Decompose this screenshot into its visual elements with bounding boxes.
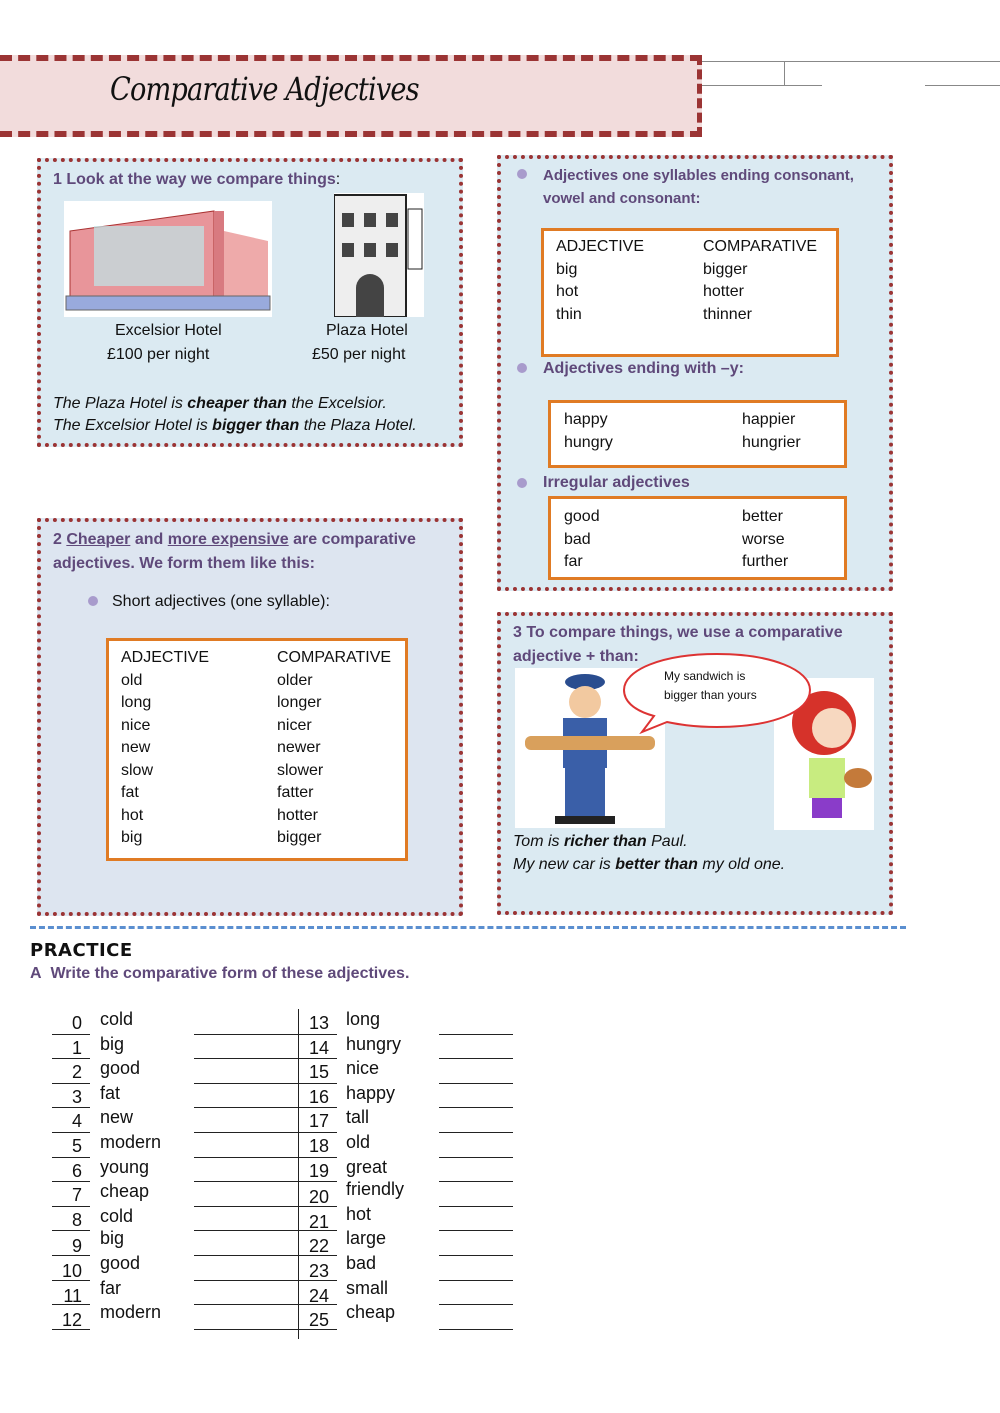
hotel-price: £100 per night: [107, 346, 210, 363]
bullet-text: Short adjectives (one syllable):: [112, 593, 330, 610]
comparative-cell: hotter: [277, 806, 318, 824]
item-number: 12: [61, 1310, 82, 1331]
item-adjective: good: [100, 1058, 141, 1079]
item-adjective: cold: [100, 1009, 134, 1029]
practice-row: [299, 1157, 513, 1182]
table-header: [277, 649, 391, 667]
adjective-cell: bad: [564, 530, 591, 548]
practice-row: [52, 1206, 298, 1231]
item-adjective: small: [346, 1277, 389, 1298]
item-number: 4: [71, 1111, 82, 1132]
item-adjective: happy: [346, 1082, 396, 1103]
practice-row: [299, 1203, 513, 1232]
practice-row: [299, 1132, 513, 1157]
rule-heading: Adjectives ending with –y:: [543, 360, 744, 377]
item-number: 16: [308, 1086, 329, 1107]
adjective-cell: hot: [121, 806, 144, 824]
practice-row: [299, 1034, 513, 1059]
adjective-cell: far: [564, 553, 583, 570]
header-comparative: COMPARATIVE: [277, 649, 392, 666]
adjective-cell: old: [121, 671, 143, 689]
header-line: [702, 85, 822, 86]
comparative-cell: thinner: [703, 305, 752, 323]
bullet-icon: [517, 478, 527, 488]
adjective-cell: new: [121, 739, 151, 756]
comparative-cell: older: [277, 671, 313, 689]
adjective-cell: good: [564, 508, 600, 525]
item-adjective: hungry: [346, 1033, 402, 1054]
item-adjective: fat: [100, 1082, 121, 1103]
header-adjective: ADJECTIVE: [556, 238, 645, 255]
comparative-cell: hungrier: [742, 433, 801, 451]
adjective-cell: fat: [121, 784, 139, 801]
section-2-heading-line2: adjectives. We form them like this:: [53, 555, 316, 572]
item-adjective: young: [100, 1156, 150, 1177]
row-line: [52, 1329, 90, 1330]
hotel-price: £50 per night: [312, 346, 406, 363]
item-number: 2: [71, 1062, 82, 1083]
comparative-cell: hotter: [703, 283, 744, 300]
practice-row: [52, 1304, 298, 1329]
item-number: 18: [308, 1136, 329, 1156]
item-number: 13: [308, 1013, 329, 1033]
item-adjective: long: [346, 1009, 381, 1029]
practice-row: [52, 1157, 298, 1182]
example-sentence: Tom is richer than Paul.: [513, 833, 688, 850]
item-adjective: friendly: [346, 1179, 405, 1200]
item-adjective: hot: [346, 1203, 372, 1224]
header-comparative: COMPARATIVE: [703, 238, 818, 255]
page-title: Comparative Adjectives: [110, 70, 419, 108]
table-header: [703, 238, 817, 256]
item-adjective: cold: [100, 1205, 134, 1226]
item-adjective: modern: [100, 1132, 162, 1152]
comparative-cell: bigger: [703, 260, 748, 278]
practice-row: [52, 1230, 298, 1255]
item-number: 1: [71, 1037, 82, 1058]
item-adjective: big: [100, 1033, 125, 1054]
adjective-cell: big: [556, 260, 578, 278]
table-header: [556, 238, 644, 256]
item-adjective: good: [100, 1253, 141, 1273]
comparative-cell: further: [742, 553, 789, 570]
adjective-cell: slow: [121, 761, 154, 779]
item-number: 24: [308, 1285, 329, 1306]
item-number: 14: [308, 1037, 329, 1058]
item-adjective: far: [100, 1277, 122, 1298]
hotel-name: Excelsior Hotel: [115, 322, 222, 339]
practice-row: [52, 1034, 298, 1059]
item-adjective: tall: [346, 1107, 370, 1128]
practice-row: [299, 1255, 513, 1280]
speech-bubble-text: bigger than yours: [664, 688, 757, 702]
item-number: 17: [308, 1111, 329, 1132]
adjective-cell: hot: [556, 283, 579, 300]
row-line: [299, 1329, 337, 1330]
example-sentence: The Excelsior Hotel is bigger than the Plaza Hotel.: [53, 417, 417, 434]
section-3-heading: 3 To compare things, we use a comparative: [513, 624, 843, 641]
item-adjective: great: [346, 1156, 388, 1177]
practice-row: [52, 1107, 298, 1132]
practice-row: [299, 1230, 513, 1255]
table-header: [121, 649, 209, 667]
item-adjective: bad: [346, 1253, 377, 1273]
item-number: 19: [308, 1160, 329, 1181]
item-number: 10: [61, 1261, 82, 1281]
header-divider: [784, 61, 785, 85]
item-number: 6: [71, 1160, 82, 1181]
comparative-cell: slower: [277, 761, 324, 779]
item-number: 21: [308, 1211, 329, 1232]
item-number: 7: [71, 1185, 82, 1206]
short-adjectives-table: [106, 638, 408, 861]
item-adjective: large: [346, 1228, 387, 1249]
adjective-cell: nice: [121, 716, 151, 734]
item-adjective: modern: [100, 1302, 162, 1323]
item-adjective: big: [100, 1228, 125, 1249]
bullet-icon: [517, 169, 527, 179]
speech-bubble-text: My sandwich is: [664, 669, 746, 683]
comparative-cell: nicer: [277, 716, 312, 734]
comparative-cell: happier: [742, 411, 796, 428]
practice-row: [52, 1277, 298, 1306]
item-number: 15: [308, 1062, 329, 1083]
item-adjective: nice: [346, 1058, 380, 1079]
adjective-cell: hungry: [564, 433, 613, 451]
practice-row: [299, 1058, 513, 1083]
practice-instruction: A Write the comparative form of these adjectives.: [30, 965, 410, 982]
item-number: 3: [71, 1086, 82, 1107]
rule-heading: Adjectives one syllables ending consonant,: [543, 167, 854, 184]
item-number: 23: [308, 1261, 329, 1281]
practice-row: [299, 1277, 513, 1306]
plaza-hotel-image: [334, 193, 424, 317]
practice-row: [52, 1058, 298, 1083]
rule-heading: vowel and consonant:: [543, 190, 701, 207]
item-adjective: old: [346, 1132, 371, 1152]
header-line: [702, 61, 1000, 62]
adjective-cell: happy: [564, 411, 608, 428]
adjective-cell: long: [121, 694, 152, 711]
header-adjective: ADJECTIVE: [121, 649, 210, 666]
item-number: 22: [308, 1236, 329, 1257]
item-number: 5: [71, 1136, 82, 1156]
comparative-cell: fatter: [277, 784, 314, 801]
hotel-name: Plaza Hotel: [326, 322, 408, 339]
item-number: 20: [308, 1187, 329, 1208]
item-adjective: cheap: [346, 1302, 396, 1323]
bullet-icon: [517, 363, 527, 373]
item-number: 0: [71, 1013, 82, 1033]
section-1-heading: 1 Look at the way we compare things:: [53, 171, 341, 188]
example-sentence: My new car is better than my old one.: [513, 856, 786, 873]
practice-row: [299, 1009, 513, 1034]
adjective-cell: big: [121, 829, 143, 846]
practice-row: [299, 1181, 513, 1206]
practice-row: [299, 1083, 513, 1108]
bullet-icon: [88, 596, 98, 606]
section-divider: [30, 926, 906, 929]
practice-row: [52, 1132, 298, 1157]
section-2-heading: 2 Cheaper and more expensive are comparative: [53, 531, 416, 548]
answer-blank[interactable]: [439, 1329, 513, 1330]
comparative-cell: newer: [277, 739, 321, 756]
comparative-cell: worse: [742, 530, 785, 548]
adjective-cell: thin: [556, 305, 582, 323]
rule-heading: Irregular adjectives: [543, 474, 690, 491]
example-sentence: The Plaza Hotel is cheaper than the Excelsior.: [53, 395, 387, 412]
practice-row: [299, 1304, 513, 1329]
excelsior-hotel-image: [64, 201, 272, 317]
answer-blank[interactable]: [194, 1329, 298, 1330]
comparative-cell: longer: [277, 694, 322, 711]
item-number: 9: [71, 1236, 82, 1257]
item-adjective: cheap: [100, 1181, 150, 1202]
comparative-cell: bigger: [277, 829, 322, 846]
item-adjective: new: [100, 1107, 134, 1128]
practice-row: [52, 1181, 298, 1206]
item-number: 25: [308, 1310, 329, 1331]
practice-row: [299, 1107, 513, 1132]
item-number: 8: [71, 1209, 82, 1230]
practice-row: [52, 1009, 298, 1034]
practice-title: PRACTICE: [30, 940, 133, 961]
item-number: 11: [63, 1285, 82, 1306]
practice-row: [52, 1083, 298, 1108]
section-3-heading-line2: adjective + than:: [513, 648, 639, 665]
practice-row: [52, 1255, 298, 1280]
comparative-cell: better: [742, 508, 783, 525]
header-line: [925, 85, 1000, 86]
